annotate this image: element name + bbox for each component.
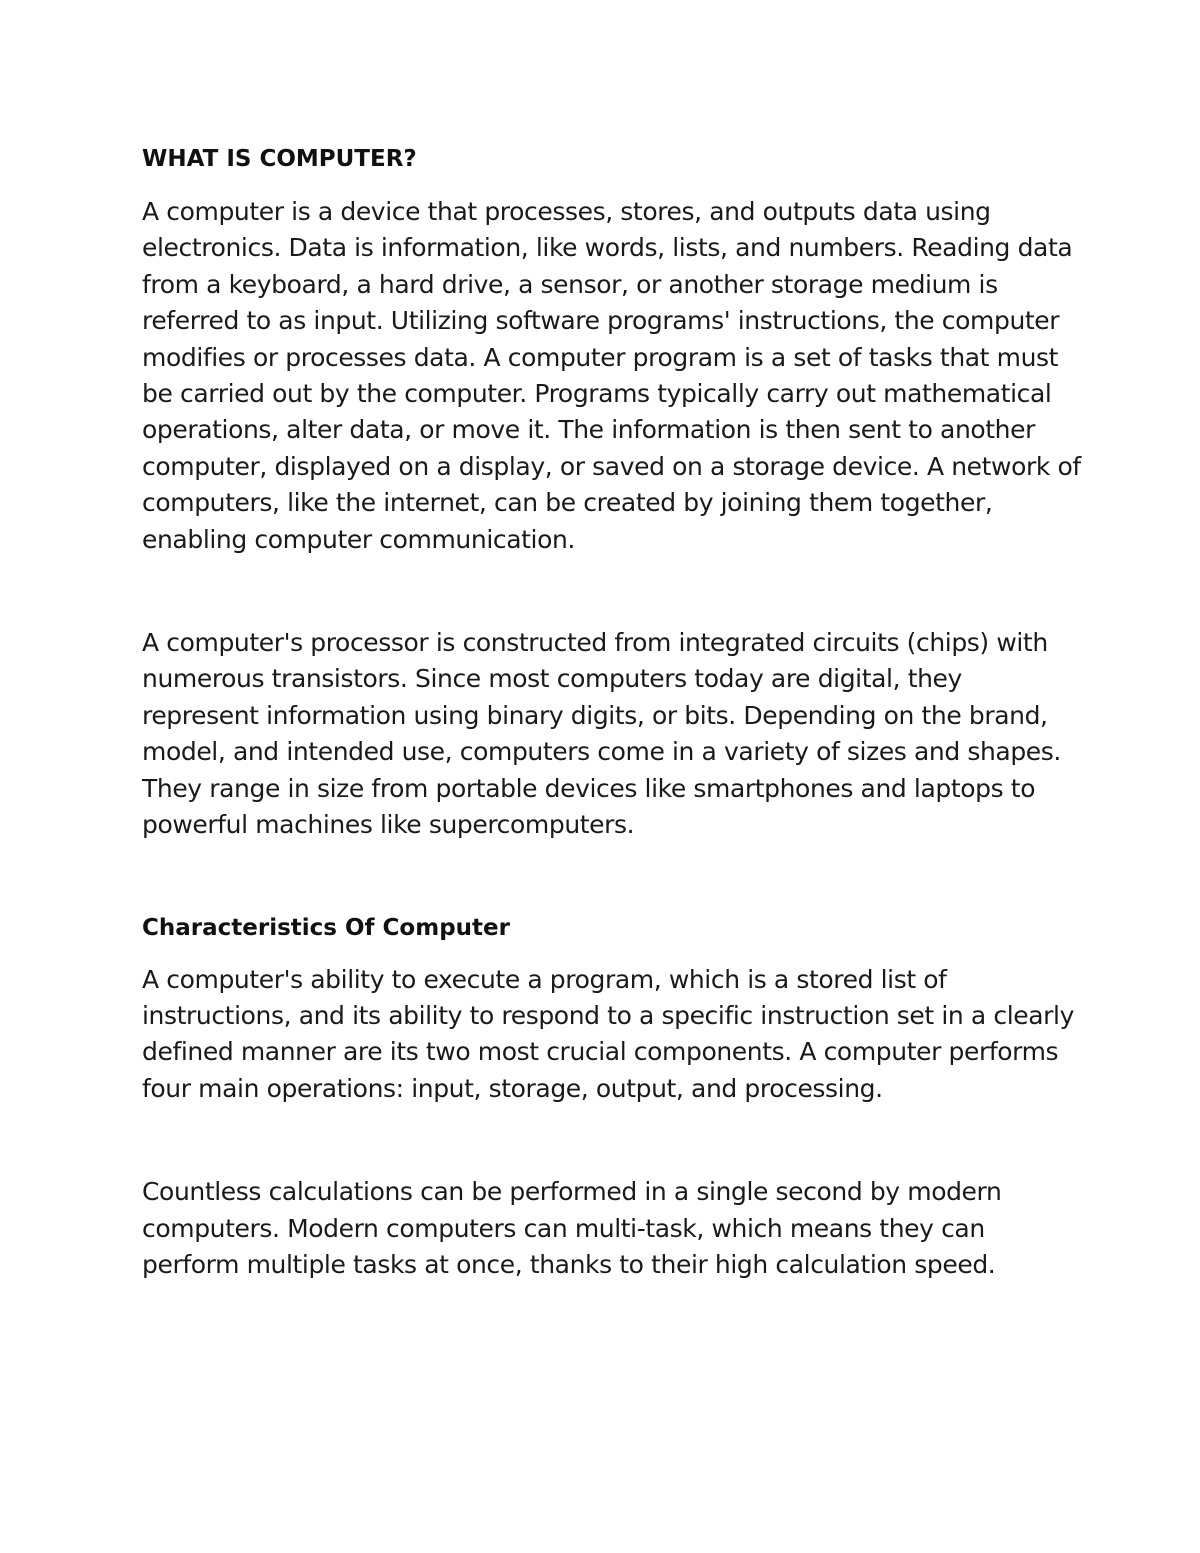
paragraph-calculations: Countless calculations can be performed in a single second by modern computers. Modern computers can multi-task, which means they can perform multiple tasks at once, thanks to their high calculation speed. bbox=[142, 1177, 1002, 1279]
section-heading-characteristics: Characteristics Of Computer bbox=[142, 914, 510, 941]
document-body bbox=[142, 142, 1082, 1283]
page-title: WHAT IS COMPUTER? bbox=[142, 146, 417, 172]
paragraph-characteristics: A computer's ability to execute a program, which is a stored list of instructions, and its ability to respond to a specific instruction set in a clearly defined manner are its two most crucial components. A computer performs four main operations: input, storage, output, and processing. bbox=[142, 964, 1074, 1103]
paragraph-computer-definition: A computer is a device that processes, stores, and outputs data using electronics. Data is information, like words, lists, and numbers. Reading data from a keyboard, a hard drive, a sensor, or another storage medium is referred to as input. Utilizing software programs' instructions, the computer modifies or processes data. A computer program is a set of tasks that must be carried out by the computer. Programs typically carry out mathematical operations, alter data, or move it. The information is then sent to another computer, displayed on a display, or saved on a storage device. A network of computers, like the internet, can be created by joining them together, enabling computer communication. bbox=[142, 197, 1081, 554]
paragraph-processor: A computer's processor is constructed from integrated circuits (chips) with numerous transistors. Since most computers today are digital, they represent information using binary digits, or bits. Depending on the brand, model, and intended use, computers come in a variety of sizes and shapes. They range in size from portable devices like smartphones and laptops to powerful machines like supercomputers. bbox=[142, 628, 1061, 840]
